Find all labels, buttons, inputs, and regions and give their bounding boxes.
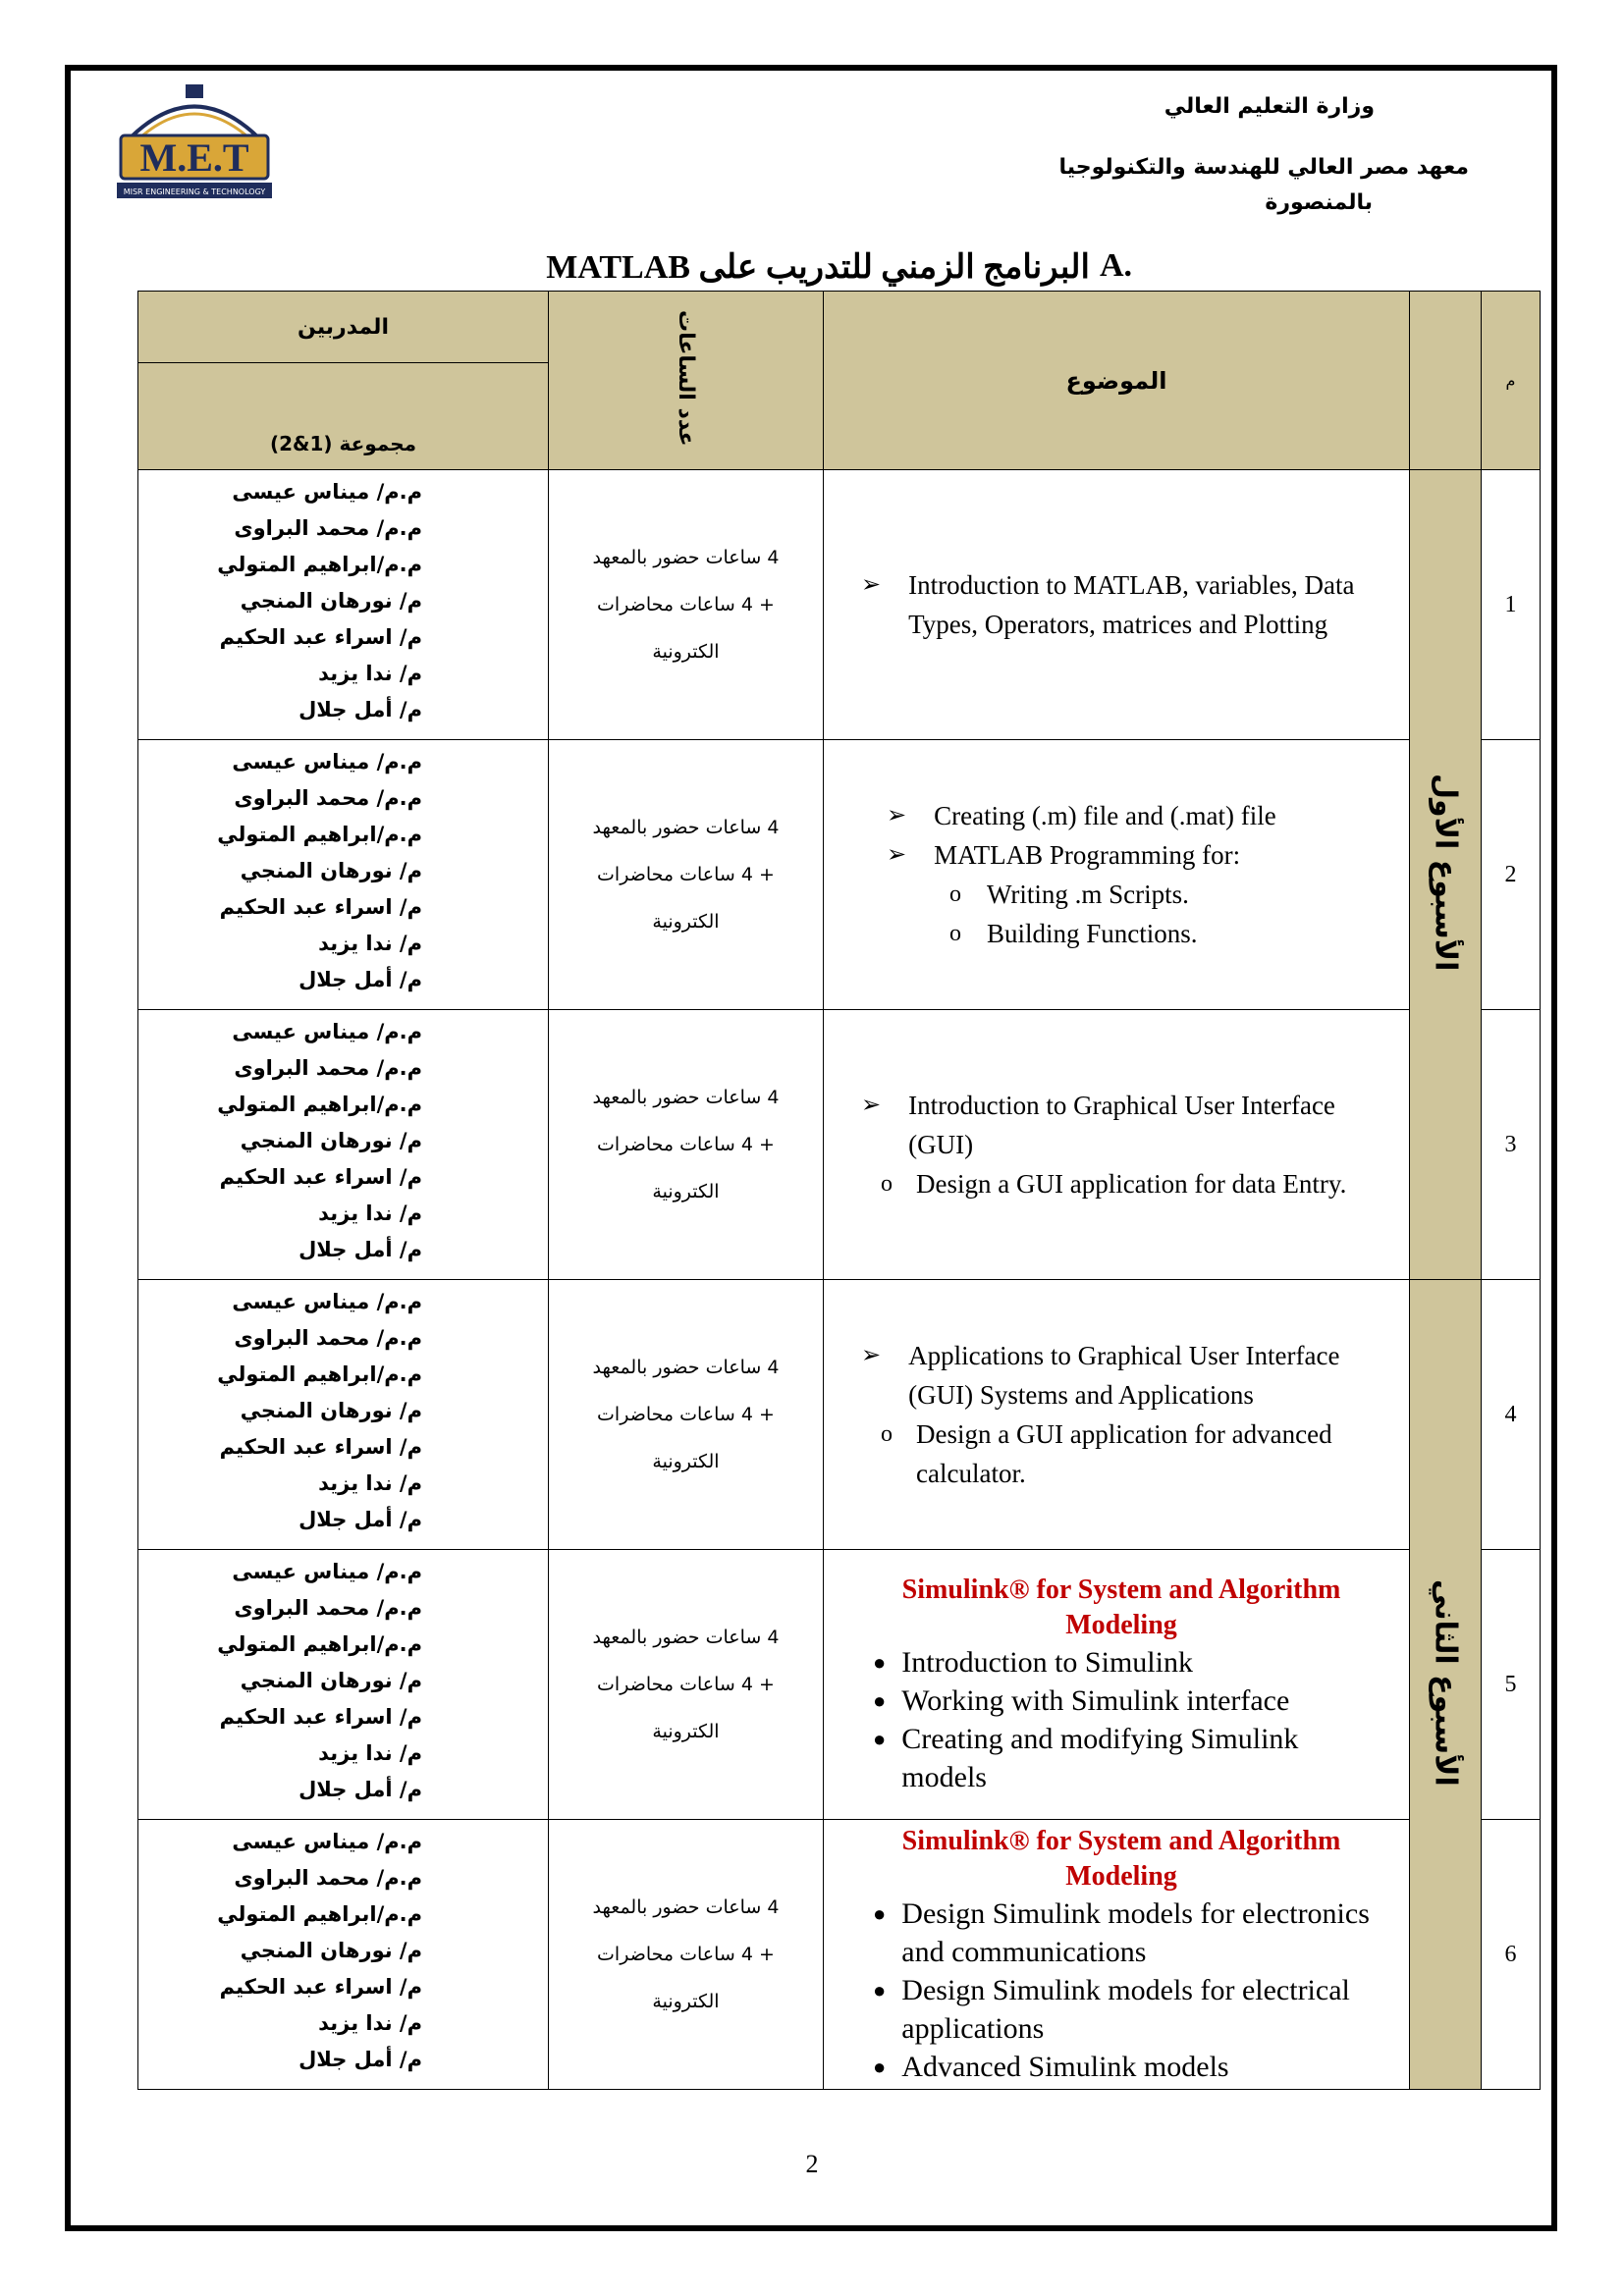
trainer-name: م/ نورهان المنجي (240, 859, 422, 882)
hours-line: الكترونية (652, 911, 720, 933)
topic-text: Introduction to Graphical User Interface (GUI) (908, 1091, 1335, 1159)
topic-cell (824, 1820, 1410, 2090)
hours-line: الكترونية (652, 1721, 720, 1742)
topic-cell (824, 1010, 1410, 1280)
trainer-name: م/ ندا يزيد (318, 1741, 422, 1765)
hours-line: 4 ساعات حضور بالمعهد (592, 1627, 780, 1648)
trainer-name: م.م/ محمد البراوى (234, 1056, 422, 1080)
trainer-name: م/ أمل جلال (298, 698, 422, 721)
hours-line: الكترونية (652, 641, 720, 663)
table-row (138, 1820, 1541, 2090)
trainer-name: م/ أمل جلال (298, 1238, 422, 1261)
dot-bullet-icon: ● (873, 1977, 887, 2002)
trainer-name: م.م/ محمد البراوى (234, 1326, 422, 1350)
arrow-bullet-icon: ➢ (887, 803, 907, 828)
trainer-name: م/ نورهان المنجي (240, 589, 422, 613)
table-row (138, 1010, 1541, 1280)
trainer-name: م/ ندا يزيد (318, 662, 422, 685)
trainer-name: م/ أمل جلال (298, 1778, 422, 1801)
trainer-name: م.م/ابراهيم المتولي (217, 823, 422, 846)
week-header (1410, 292, 1482, 470)
section-heading: Simulink® for System and Algorithm Modeling (901, 1575, 1341, 1640)
page-number: 2 (805, 2150, 819, 2178)
topic-bullet: Advanced Simulink models (901, 2050, 1229, 2083)
hours-header-label: عدد الساعات (674, 310, 698, 447)
trainer-name: م.م/ابراهيم المتولي (217, 1093, 422, 1116)
trainer-name: م.م/ ميناس عيسى (232, 750, 422, 774)
trainer-name: م/ نورهان المنجي (240, 1399, 422, 1422)
circle-bullet-icon: o (881, 1171, 893, 1197)
trainer-name: م.م/ابراهيم المتولي (217, 1632, 422, 1656)
hours-line: + 4 ساعات محاضرات (597, 594, 775, 615)
trainer-name: م/ أمل جلال (298, 1508, 422, 1531)
topic-bullet: Introduction to Simulink (901, 1646, 1193, 1679)
trainer-name: م/ نورهان المنجي (240, 1669, 422, 1692)
trainer-name: م/ أمل جلال (298, 2048, 422, 2071)
dot-bullet-icon: ● (873, 2054, 887, 2079)
week-cell (1410, 470, 1482, 1280)
hours-line: + 4 ساعات محاضرات (597, 864, 775, 885)
table-row (138, 1280, 1541, 1550)
topic-item: MATLAB Programming for: (934, 840, 1241, 870)
hours-line: 4 ساعات حضور بالمعهد (592, 817, 780, 838)
week-label: الأسبوع الأول (1428, 774, 1463, 972)
trainer-name: م/ اسراء عبد الحكيم (219, 1165, 422, 1189)
trainers-cell (138, 740, 549, 1010)
hours-cell (549, 1280, 824, 1550)
dot-bullet-icon: ● (873, 1650, 887, 1675)
institute-name: معهد مصر العالي للهندسة والتكنولوجيا (1058, 155, 1469, 180)
arrow-bullet-icon: ➢ (861, 1093, 882, 1118)
trainer-name: م/ نورهان المنجي (240, 1129, 422, 1152)
trainer-name: م/ ندا يزيد (318, 932, 422, 955)
hours-cell (549, 740, 824, 1010)
dot-bullet-icon: ● (873, 1900, 887, 1926)
topic-header: الموضوع (824, 292, 1410, 470)
hours-cell (549, 1550, 824, 1820)
topic-text: Introduction to MATLAB, variables, Data Types, Operators, matrices and Plotting (908, 570, 1355, 639)
title-letter: A. (1100, 247, 1133, 284)
trainer-name: م/ اسراء عبد الحكيم (219, 895, 422, 919)
dot-bullet-icon: ● (873, 1688, 887, 1713)
topic-bullet: Working with Simulink interface (901, 1684, 1290, 1717)
arrow-bullet-icon: ➢ (861, 1343, 882, 1368)
hours-line: + 4 ساعات محاضرات (597, 1404, 775, 1425)
topic-cell (824, 1280, 1410, 1550)
trainer-name: م.م/ محمد البراوى (234, 516, 422, 540)
trainer-name: م.م/ محمد البراوى (234, 786, 422, 810)
row-number: 6 (1482, 1820, 1541, 2090)
logo-subtitle: MISR ENGINEERING & TECHNOLOGY (123, 187, 266, 196)
arrow-bullet-icon: ➢ (887, 842, 907, 868)
hours-line: 4 ساعات حضور بالمعهد (592, 1087, 780, 1108)
trainer-name: م.م/ابراهيم المتولي (217, 1362, 422, 1386)
trainer-name: م.م/ ميناس عيسى (232, 1020, 422, 1043)
hours-line: + 4 ساعات محاضرات (597, 1944, 775, 1965)
institute-logo (111, 80, 278, 208)
hours-header (549, 292, 824, 470)
trainer-name: م/ ندا يزيد (318, 1471, 422, 1495)
trainer-name: م.م/ابراهيم المتولي (217, 1902, 422, 1926)
trainer-name: م.م/ ميناس عيسى (232, 1830, 422, 1853)
hours-line: الكترونية (652, 1451, 720, 1472)
week-label: الأسبوع الثاني (1428, 1578, 1463, 1787)
topic-subitem: Design a GUI application for data Entry. (916, 1169, 1347, 1199)
hours-line: الكترونية (652, 1991, 720, 2012)
trainers-cell (138, 1280, 549, 1550)
circle-bullet-icon: o (949, 921, 961, 946)
topic-cell (824, 470, 1410, 740)
trainers-cell (138, 1550, 549, 1820)
trainer-name: م.م/ محمد البراوى (234, 1866, 422, 1890)
hours-line: الكترونية (652, 1181, 720, 1202)
circle-bullet-icon: o (949, 881, 961, 907)
topic-bullet: Design Simulink models for electronics and communications (901, 1896, 1370, 1968)
row-number: 1 (1482, 470, 1541, 740)
row-number: 4 (1482, 1280, 1541, 1550)
trainers-cell (138, 1820, 549, 2090)
trainer-name: م/ اسراء عبد الحكيم (219, 625, 422, 649)
topic-subitem: Design a GUI application for advanced calculator. (916, 1419, 1332, 1488)
table-row (138, 470, 1541, 740)
trainers-cell (138, 470, 549, 740)
row-number: 2 (1482, 740, 1541, 1010)
institute-city: بالمنصورة (1265, 190, 1373, 215)
topic-bullet: Design Simulink models for electrical applications (901, 1973, 1350, 2045)
hours-cell (549, 1010, 824, 1280)
topic-subitem: Writing .m Scripts. (987, 880, 1189, 909)
topic-text: Applications to Graphical User Interface (GUI) Systems and Applications (908, 1341, 1340, 1410)
dot-bullet-icon: ● (873, 1727, 887, 1751)
training-schedule-table (137, 291, 1541, 2090)
arrow-bullet-icon: ➢ (861, 572, 882, 598)
week-cell (1410, 1280, 1482, 2090)
row-number: 3 (1482, 1010, 1541, 1280)
trainer-name: م.م/ ميناس عيسى (232, 1290, 422, 1313)
trainer-name: م.م/ ميناس عيسى (232, 1560, 422, 1583)
hours-line: + 4 ساعات محاضرات (597, 1674, 775, 1695)
trainer-name: م/ اسراء عبد الحكيم (219, 1705, 422, 1729)
topic-cell (824, 1550, 1410, 1820)
trainer-name: م/ نورهان المنجي (240, 1939, 422, 1962)
trainer-name: م/ ندا يزيد (318, 2011, 422, 2035)
hours-line: 4 ساعات حضور بالمعهد (592, 547, 780, 568)
trainers-cell (138, 1010, 549, 1280)
trainers-header: المدربين (138, 292, 549, 363)
trainer-name: م.م/ محمد البراوى (234, 1596, 422, 1620)
hours-cell (549, 470, 824, 740)
trainer-name: م/ أمل جلال (298, 968, 422, 991)
section-heading: Simulink® for System and Algorithm Modeling (901, 1825, 1341, 1892)
hours-line: 4 ساعات حضور بالمعهد (592, 1896, 780, 1918)
ministry-name: وزارة التعليم العالي (1164, 94, 1375, 119)
circle-bullet-icon: o (881, 1421, 893, 1447)
topic-item: Creating (.m) file and (.mat) file (934, 801, 1276, 830)
hours-line: + 4 ساعات محاضرات (597, 1134, 775, 1155)
trainer-name: م/ ندا يزيد (318, 1201, 422, 1225)
topic-subitem: Building Functions. (987, 919, 1198, 948)
hours-line: 4 ساعات حضور بالمعهد (592, 1357, 780, 1378)
row-number: 5 (1482, 1550, 1541, 1820)
logo-text: M.E.T (139, 135, 249, 180)
table-row (138, 1550, 1541, 1820)
trainer-name: م.م/ابراهيم المتولي (217, 553, 422, 576)
number-header: م (1482, 292, 1541, 470)
table-row (138, 740, 1541, 1010)
trainer-name: م/ اسراء عبد الحكيم (219, 1975, 422, 1999)
trainer-name: م.م/ ميناس عيسى (232, 480, 422, 504)
topic-bullet: Creating and modifying Simulink models (901, 1723, 1299, 1793)
group-header: مجموعة (1&2) (138, 363, 549, 470)
trainer-name: م/ اسراء عبد الحكيم (219, 1435, 422, 1459)
hours-cell (549, 1820, 824, 2090)
title-text: البرنامج الزمني للتدريب على MATLAB (546, 249, 1090, 286)
topic-cell (824, 740, 1410, 1010)
